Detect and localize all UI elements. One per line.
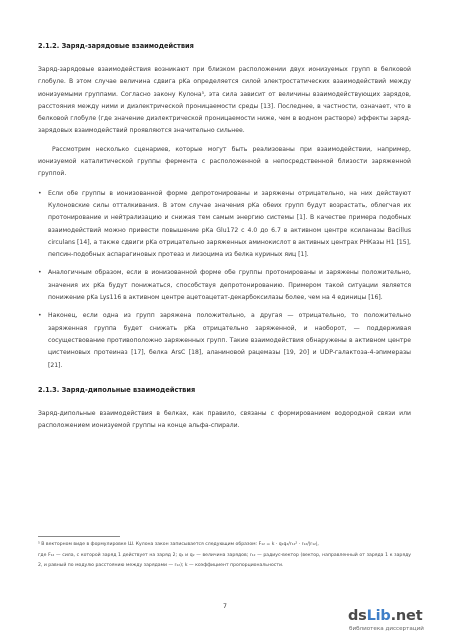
- list-item-text: Наконец, если одна из групп заряжена положительно, а другая — отрицательно, то положительно заряженная группа будет снижать pKa отрицательно заряженной, и наоборот, — поддерживая сосуществование противоположно заряженных групп. Такие взаимодействия обнаружены в активном центре цистеиновых протеиназ [17], белка ArsC [18], аланиновой рацемазы [19, 20] и UDP-галактоза-4-эпимеразы [21].: [48, 312, 411, 369]
- footnote-line: где F₁₂ — сила, с которой заряд 1 действует на заряд 2; q₁ и q₂ — величина зарядов; r₁₂ — радиус-вектор (вектор, направленный от заряда 1 к заряду 2, и равный по модулю расстоянию между зарядами — r₁₂); k — коэффициент пропорциональности.: [38, 552, 411, 568]
- page-number: 7: [223, 603, 227, 610]
- paragraph: Заряд-дипольные взаимодействия в белках, как правило, связаны с формированием водородной связи или расположением ионизуемой группы на конце альфа-спирали.: [38, 409, 411, 430]
- list-item: [38, 188, 411, 262]
- paragraph: Рассмотрим несколько сценариев, которые могут быть реализованы при взаимодействии, например, ионизуемой каталитической группы фермента с расположенной в непосредственной близости заряженной группой.: [38, 145, 411, 178]
- watermark-subtitle: библиотека диссертаций: [349, 626, 424, 632]
- bullet-icon: •: [38, 189, 42, 197]
- paragraph: Заряд-зарядовые взаимодействия возникают при близком расположении двух ионизуемых групп в белковой глобуле. В этом случае величина сдвига pKa определяется силой электростатических взаимодействий между ионизуемыми группами. Согласно закону Кулона⁵, эта сила зависит от величины взаимодействующих зарядов, расстояния между ними и диэлектрической проницаемости среды [13]. Последнее, в частности, означает, что в белковой глобуле (где значение диэлектрической проницаемости ниже, чем в водном растворе) эффекты заряд-зарядовых взаимодействий проявляются значительно сильнее.: [38, 66, 411, 135]
- footnote-line: ⁵ В векторном виде в формулировке Ш. Кулона закон записывается следующим образом: F₁₂ = k · q₁q₂/r₁₂² · r₁₂/|r₁₂|,: [38, 542, 319, 547]
- footnote-divider: [38, 536, 120, 537]
- page-content: [38, 42, 411, 432]
- list-item: [38, 267, 411, 304]
- bullet-icon: •: [38, 312, 42, 320]
- dslib-watermark[interactable]: [348, 608, 444, 634]
- list-item-text: Аналогичным образом, если в ионизованной форме обе группы протонированы и заряжены положительно, значения их pKa будут понижаться, способствуя депротонированию. Примером такой ситуации является понижение pKa Lys116 в активном центре ацетоацетат-декарбоксилазы более, чем на 4 единицы [16].: [48, 269, 411, 302]
- section-heading-charge-dipole: 2.1.3. Заряд-дипольные взаимодействия: [38, 385, 196, 394]
- bullet-list: [38, 188, 411, 372]
- list-item-text: Если обе группы в ионизованной форме депротонированы и заряжены отрицательно, на них действуют Кулоновские силы отталкивания. В этом случае значения pKa обеих групп будут возрастать, облегчая их протонирование и нейтрализацию и снижая тем самым энергию системы [1]. В качестве примера подобных взаимодействий можно привести повышение pKa Glu172 с 4.0 до 6.7 в активном центре ксиланазы Bacillus circulans [14], а также сдвиги pKa отрицательно заряженных аминокислот в активных центрах РНКазы H1 [15], пепсин-подобных аспарагиновых протеаз и лизоцима из белка куриных яиц [1].: [48, 189, 411, 259]
- list-item: [38, 310, 411, 371]
- dslib-logo: dsLib.net: [348, 608, 423, 624]
- bullet-icon: •: [38, 269, 42, 277]
- section-heading-charge-charge: 2.1.2. Заряд-зарядовые взаимодействия: [38, 42, 194, 50]
- footnote: [38, 540, 411, 572]
